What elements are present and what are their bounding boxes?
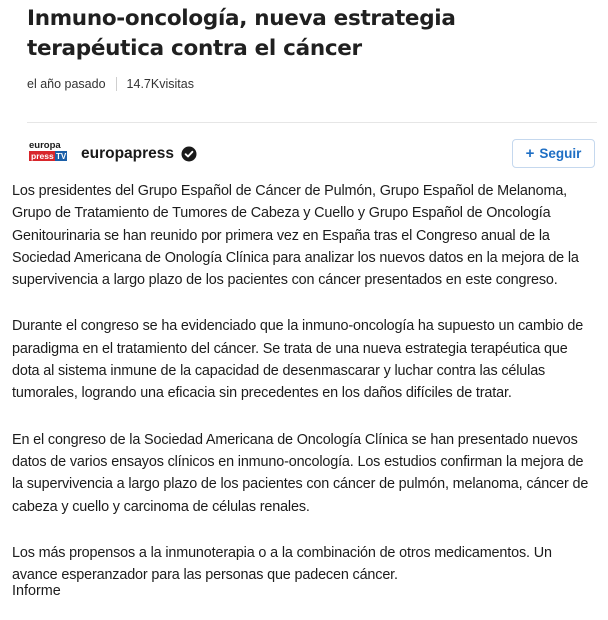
article-meta xyxy=(27,75,194,93)
publisher-logo[interactable] xyxy=(27,138,71,170)
article-body xyxy=(12,180,597,610)
article-paragraph: Los más propensos a la inmunoterapia o a la combinación de otros medicamentos. Un avance esperanzador para las personas que padecen cáncer. xyxy=(12,544,552,584)
follow-label: Seguir xyxy=(539,146,582,161)
article-paragraph: En el congreso de la Sociedad Americana de Oncología Clínica se han presentado nuevos datos de varios ensayos clínicos en inmuno-oncología. Los estudios confirman la mejora de la supervivencia a largo plazo de los pacientes con cáncer de pulmón, melanoma, cáncer de cabeza y cuello y carcinoma de células renales. xyxy=(12,431,589,515)
article-title: Inmuno-oncología, nueva estrategia terapéutica contra el cáncer xyxy=(27,6,456,61)
posted-time: el año pasado xyxy=(27,77,106,91)
article-paragraph: Los presidentes del Grupo Español de Cáncer de Pulmón, Grupo Español de Melanoma, Grupo de Tratamiento de Tumores de Cabeza y Cuello y Grupo Español de Oncología Genitourinaria se han reunido por primera vez en España tras el Congreso anual de la Sociedad Americana de Onología Clínica para analizar los nuevos datos en la mejora de la supervivencia a largo plazo de los pacientes con cáncer presentados en este congreso. xyxy=(12,183,579,289)
report-link[interactable]: Informe xyxy=(12,583,61,599)
logo-text-press: press xyxy=(31,151,54,161)
verified-check-icon xyxy=(181,146,197,162)
meta-divider xyxy=(116,77,117,91)
plus-icon: + xyxy=(525,145,535,162)
logo-text-tv: TV xyxy=(56,152,67,161)
publisher-name[interactable]: europapress xyxy=(81,145,175,162)
article-paragraph: Durante el congreso se ha evidenciado que la inmuno-oncología ha supuesto un cambio de paradigma en el tratamiento del cáncer. Se trata de una nueva estrategia terapéutica que dota al sistema inmune de la capacidad de desenmascarar y luchar contra las células tumorales, logrando una eficacia sin precedentes en los daños difíciles de tratar. xyxy=(12,318,584,402)
publisher-bar xyxy=(27,138,597,170)
divider xyxy=(27,122,597,123)
view-count: 14.7Kvisitas xyxy=(126,77,194,91)
follow-button[interactable] xyxy=(512,139,595,168)
logo-text-europa: europa xyxy=(29,140,61,151)
